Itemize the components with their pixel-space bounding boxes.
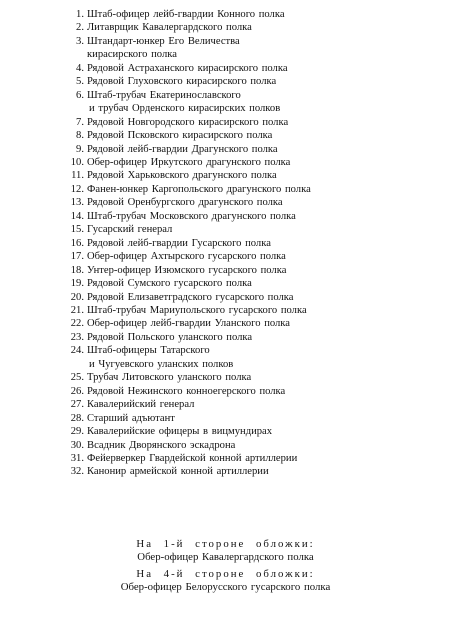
caption-line: Штандарт-юнкер Его Величества [87,35,240,47]
item-caption [87,183,311,196]
list-item [56,344,451,371]
item-number: 25. [70,372,84,384]
caption-line: Штаб-трубач Московского драгунского полка [87,210,296,222]
list-item [56,264,451,277]
item-number: 2. [76,22,84,34]
list-item [56,331,451,344]
item-caption [87,75,276,88]
item-number: 13. [70,197,84,209]
caption-line: Литаврщик Кавалергардского полка [87,22,252,34]
item-caption [87,8,285,21]
item-number: 30. [70,439,84,451]
list-item [56,210,451,223]
list-item [56,89,451,116]
list-item [56,156,451,169]
cover-notes [0,538,451,594]
caption-line: Канонир армейской конной артиллерии [87,466,269,478]
list-item [56,21,451,34]
item-number: 10. [70,156,84,168]
list-item [56,277,451,290]
list-item [56,62,451,75]
item-caption [87,385,285,398]
caption-line: Рядовой Оренбургского драгунского полка [87,197,283,209]
back-cover-label: На 4-й стороне обложки: [136,567,315,580]
item-number: 11. [71,170,84,182]
caption-line: кирасирского полка [87,49,177,61]
item-caption [87,143,278,156]
list-item [56,425,451,438]
item-number: 1. [76,9,84,20]
caption-line: Рядовой Псковского кирасирского полка [87,130,273,142]
item-number: 14. [70,210,84,222]
caption-line: Рядовой лейб-гвардии Драгунского полка [87,143,278,155]
list-item [56,223,451,236]
list-item [56,291,451,304]
list-item [56,452,451,465]
caption-line: Унтер-офицер Изюмского гусарского полка [87,264,287,276]
item-caption [87,223,172,236]
item-caption [87,425,272,438]
list-item [56,129,451,142]
item-caption [87,210,296,223]
list-item [56,8,451,21]
back-cover-text: Обер-офицер Белорусского гусарского полка [120,580,331,593]
list-item [56,143,451,156]
caption-line: Обер-офицер Ахтырского гусарского полка [87,251,286,263]
caption-line: Рядовой Елизаветградского гусарского полка [87,291,294,303]
list-item [56,183,451,196]
caption-line: Кавалерийские офицеры в вицмундирах [87,426,273,438]
caption-line: Рядовой Нежинского конноегерского полка [87,385,286,397]
caption-line: Рядовой Новгородского кирасирского полка [87,116,289,128]
item-caption [87,21,252,34]
item-number: 31. [70,452,84,464]
item-caption [87,317,290,330]
list-item [56,169,451,182]
item-caption [87,156,290,169]
list-item [56,75,451,88]
item-caption [87,344,233,371]
item-caption [87,412,175,425]
item-caption [87,169,277,182]
item-caption [87,371,251,384]
caption-line: Штаб-трубач Мариупольского гусарского полка [87,304,307,316]
caption-line: Штаб-офицеры Татарского [87,345,210,357]
item-number: 18. [70,264,84,276]
caption-line: Рядовой Астраханского кирасирского полка [87,62,288,74]
item-caption [87,331,252,344]
item-number: 29. [70,426,84,438]
caption-line: Рядовой Польского уланского полка [87,331,253,343]
list-item [56,317,451,330]
list-item [56,250,451,263]
item-number: 5. [76,76,84,88]
caption-line: Кавалерийский генерал [87,399,195,411]
item-caption [87,304,307,317]
item-caption [87,264,286,277]
item-caption [87,452,297,465]
list-item [56,237,451,250]
item-caption [87,89,280,116]
caption-line: Обер-офицер лейб-гвардии Уланского полка [87,318,290,330]
item-number: 7. [76,116,84,128]
caption-line: Штаб-трубач Екатеринославского [87,89,241,101]
caption-line: и трубач Орденского кирасирских полков [89,103,281,115]
item-number: 17. [70,251,84,263]
item-caption [87,35,240,62]
item-caption [87,196,283,209]
item-number: 20. [70,291,84,303]
caption-line: Трубач Литовского уланского полка [87,372,252,384]
item-number: 22. [70,318,84,330]
caption-line: Фанен-юнкер Каргопольского драгунского полка [87,183,311,195]
item-number: 27. [70,399,84,411]
list-item [56,304,451,317]
item-number: 12. [70,183,84,195]
list-item [56,439,451,452]
illustration-list [56,8,451,479]
item-caption [87,116,288,129]
item-number: 23. [70,331,84,343]
caption-line: Гусарский генерал [87,224,173,236]
item-number: 15. [70,224,84,236]
caption-line: Фейерверкер Гвардейской конной артиллерии [87,452,298,464]
list-item [56,371,451,384]
item-number: 8. [76,130,84,142]
caption-line: Штаб-офицер лейб-гвардии Конного полка [87,9,285,20]
item-number: 28. [70,412,84,424]
list-item [56,196,451,209]
front-cover-label: На 1-й стороне обложки: [136,538,315,550]
item-number: 6. [76,89,84,101]
list-item [56,35,451,62]
list-item [56,385,451,398]
list-item [56,412,451,425]
item-caption [87,62,288,75]
caption-line: Всадник Дворянского эскадрона [87,439,236,451]
caption-line: Рядовой Сумского гусарского полка [87,278,252,290]
item-caption [87,291,293,304]
caption-line: Рядовой Харьковского драгунского полка [87,170,277,182]
item-number: 9. [76,143,84,155]
item-number: 3. [76,35,84,47]
caption-line: Рядовой Глуховского кирасирского полка [87,76,277,88]
item-number: 19. [70,278,84,290]
item-number: 21. [70,304,84,316]
item-caption [87,277,252,290]
caption-line: и Чугуевского уланских полков [89,358,234,370]
item-caption [87,237,271,250]
caption-line: Обер-офицер Иркутского драгунского полка [87,156,291,168]
caption-line: Рядовой лейб-гвардии Гусарского полка [87,237,271,249]
list-item [56,398,451,411]
item-caption [87,439,235,452]
item-caption [87,465,269,478]
item-caption [87,398,194,411]
item-caption [87,250,286,263]
item-number: 16. [70,237,84,249]
list-item [56,116,451,129]
caption-line: Старший адъютант [87,412,175,424]
item-number: 4. [76,62,84,74]
item-number: 24. [70,345,84,357]
list-item [56,465,451,478]
item-number: 32. [70,466,84,478]
item-caption [87,129,272,142]
front-cover-text: Обер-офицер Кавалергардского полка [137,551,314,564]
item-number: 26. [70,385,84,397]
